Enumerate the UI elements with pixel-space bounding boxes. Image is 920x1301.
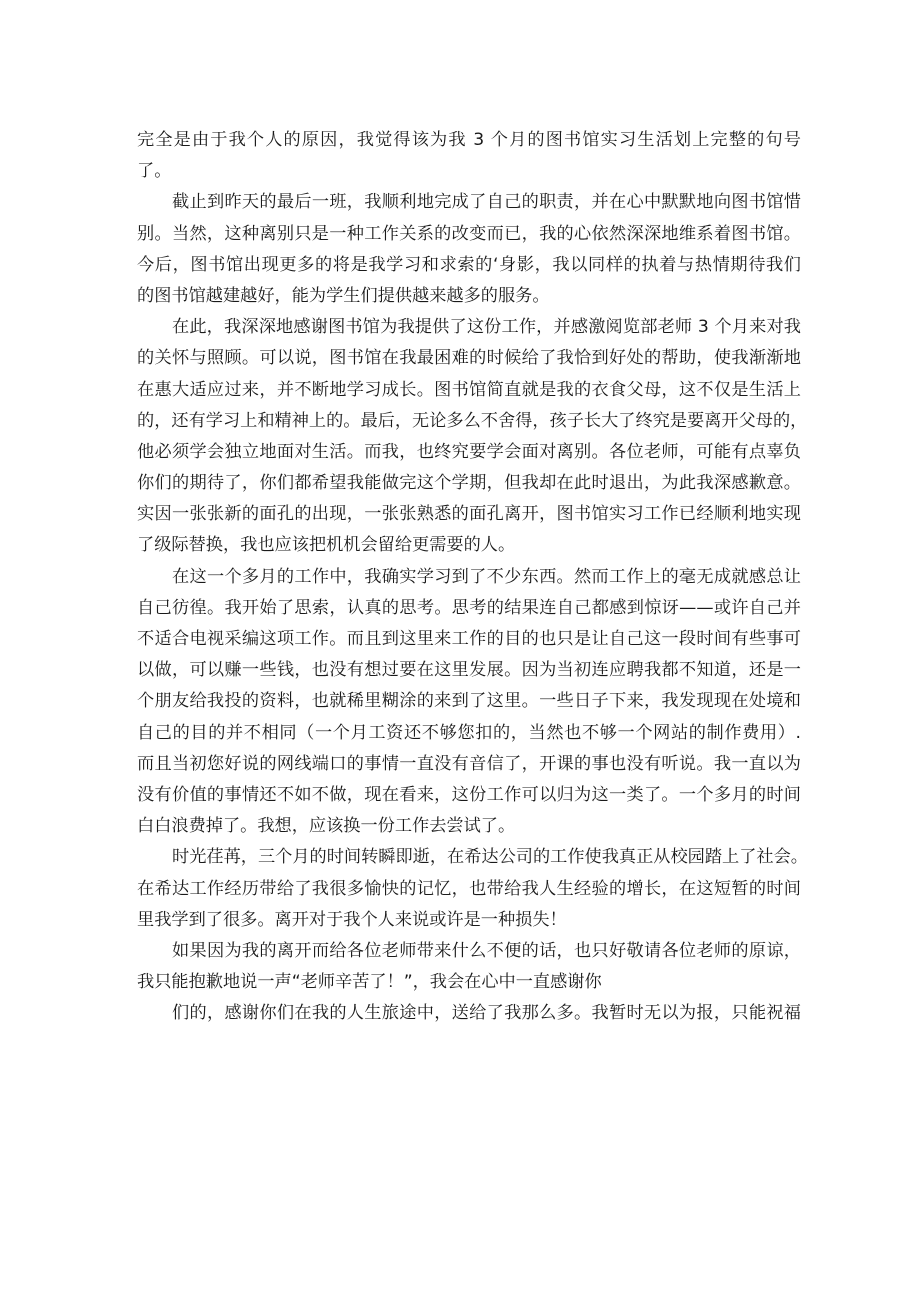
- text-line: 我只能抱歉地说一声“老师辛苦了！”，我会在心中一直感谢你: [137, 972, 602, 993]
- text-line: 的，还有学习上和精神上的。最后，无论多么不舍得，孩子长大了终究是要离开父母的，: [137, 410, 808, 431]
- text-line: 不适合电视采编这项工作。而且到这里来工作的目的也只是让自己这一段时间有些事可: [137, 629, 801, 649]
- text-line: 里我学到了很多。离开对于我个人来说或许是一种损失！: [137, 909, 567, 930]
- text-line: 以做，可以赚一些钱，也没有想过要在这里发展。因为当初连应聘我都不知道，还是一: [137, 660, 801, 681]
- document-body: [137, 125, 808, 1029]
- text-line: 自己的目的并不相同（一个月工资还不够您扣的，当然也不够一个网站的制作费用）.: [137, 722, 801, 743]
- text-line: 你们的期待了，你们都希望我能做完这个学期，但我却在此时退出，为此我深感歉意。: [137, 473, 801, 494]
- text-line: 的图书馆越建越好，能为学生们提供越来越多的服务。: [137, 285, 550, 306]
- text-line: 而且当初您好说的网线端口的事情一直没有音信了，开课的事也没有听说。我一直以为: [137, 753, 801, 774]
- text-line: 截止到昨天的最后一班，我顺利地完成了自己的职责，并在心中默默地向图书馆惜: [172, 192, 801, 213]
- text-line: 实因一张张新的面孔的出现，一张张熟悉的面孔离开，图书馆实习工作已经顺利地实现: [137, 504, 801, 525]
- text-line: 在此，我深深地感谢图书馆为我提供了这份工作，并感激阅览部老师 3 个月来对我: [172, 317, 801, 338]
- text-line: 了。: [137, 161, 172, 182]
- text-line: 个朋友给我投的资料，也就稀里糊涂的来到了这里。一些日子下来，我发现现在处境和: [137, 691, 801, 712]
- text-line: 时光荏苒，三个月的时间转瞬即逝，在希达公司的工作使我真正从校园踏上了社会。: [172, 847, 808, 868]
- text-line: 在这一个多月的工作中，我确实学习到了不少东西。然而工作上的毫无成就感总让: [172, 566, 801, 587]
- text-line: 他必须学会独立地面对生活。而我，也终究要学会面对离别。各位老师，可能有点辜负: [137, 441, 801, 462]
- text-line: 完全是由于我个人的原因，我觉得该为我 3 个月的图书馆实习生活划上完整的句号: [137, 130, 801, 150]
- text-line: 在希达工作经历带给了我很多愉快的记忆，也带给我人生经验的增长，在这短暂的时间: [137, 878, 801, 899]
- text-line: 自己彷徨。我开始了思索，认真的思考。思考的结果连自己都感到惊讶——或许自己并: [137, 597, 801, 618]
- text-line: 的关怀与照顾。可以说，图书馆在我最困难的时候给了我恰到好处的帮助，使我渐渐地: [137, 348, 801, 369]
- text-line: 别。当然，这种离别只是一种工作关系的改变而已，我的心依然深深地维系着图书馆。: [137, 223, 801, 244]
- text-line: 白白浪费掉了。我想，应该换一份工作去尝试了。: [137, 816, 516, 837]
- text-line: 了级际替换，我也应该把机机会留给更需要的人。: [137, 535, 516, 556]
- text-line: 没有价值的事情还不如不做，现在看来，这份工作可以归为这一类了。一个多月的时间: [137, 784, 801, 805]
- text-line: 在惠大适应过来，并不断地学习成长。图书馆简直就是我的衣食父母，这不仅是生活上: [137, 379, 801, 400]
- text-line: 们的，感谢你们在我的人生旅途中，送给了我那么多。我暂时无以为报，只能祝福: [172, 1003, 801, 1024]
- text-line: 今后，图书馆出现更多的将是我学习和求索的‘身影，我以同样的执着与热情期待我们: [137, 254, 801, 275]
- text-line: 如果因为我的离开而给各位老师带来什么不便的话，也只好敬请各位老师的原谅，: [172, 940, 801, 961]
